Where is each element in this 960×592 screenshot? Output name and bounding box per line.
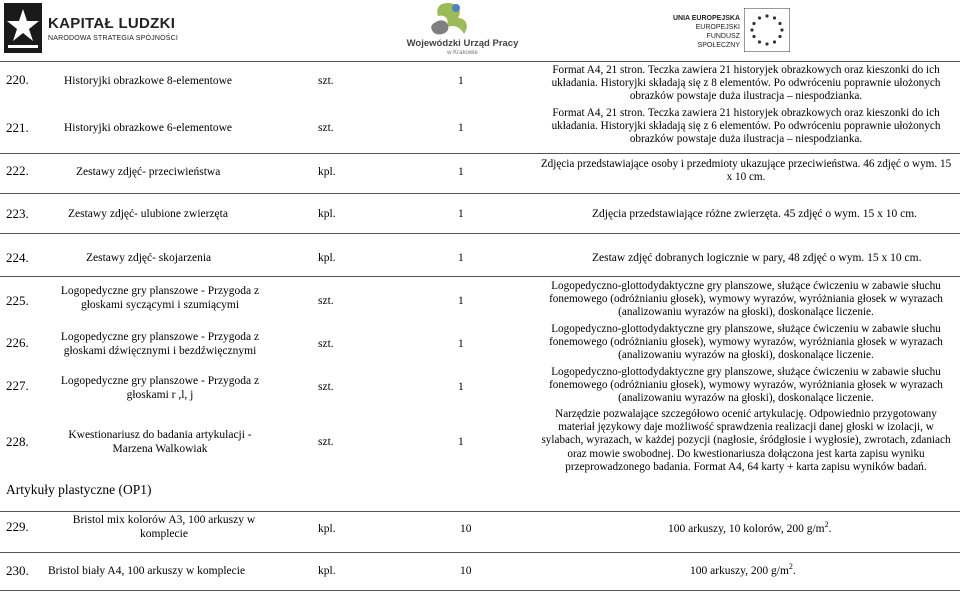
row-number: 221. (6, 120, 29, 135)
item-qty: 1 (458, 338, 464, 350)
item-name: Zestawy zdjęć- ulubione zwierzęta (68, 208, 228, 220)
item-description: Zestaw zdjęć dobranych logicznie w pary, 48 zdjęć o wym. 15 x 10 cm. (592, 252, 922, 264)
desc-line: Logopedyczno-glottodydaktyczne gry planszowe, służące ćwiczeniu w zabawie słuchu (551, 323, 941, 335)
desc-superscript: 2 (824, 520, 829, 530)
eu-logo (664, 6, 794, 56)
row-divider (0, 276, 960, 277)
desc-line: obrazków powstaje duża ilustracja – niespodzianka. (629, 90, 863, 103)
name-line: głoskami r ,l, j (126, 389, 194, 401)
desc-line: fonemowego (odróżnianiu głosek), wymowy wyrazów, wyróżniania głosek w wyrazach (549, 379, 943, 392)
item-description (534, 158, 958, 184)
desc-text: 100 arkuszy, 10 kolorów, 200 g/m (668, 523, 825, 535)
item-description (540, 323, 952, 363)
name-line: głoskami dźwięcznymi i bezdźwięcznymi (63, 345, 257, 357)
item-qty: 1 (458, 208, 464, 220)
item-name: Bristol biały A4, 100 arkuszy w komplecie (48, 565, 246, 577)
item-unit: szt. (318, 436, 334, 448)
row-number: 230. (6, 563, 29, 578)
row-number: 223. (6, 206, 29, 221)
item-qty: 1 (458, 252, 464, 264)
name-line: Marzena Walkowiak (112, 443, 208, 455)
item-description: Zdjęcia przedstawiające różne zwierzęta. 45 zdjęć o wym. 15 x 10 cm. (592, 208, 918, 220)
desc-line: Logopedyczno-glottodydaktyczne gry planszowe, służące ćwiczeniu w zabawie słuchu (551, 280, 941, 292)
item-unit: kpl. (318, 166, 336, 178)
eu-line3: FUNDUSZ SPOŁECZNY (697, 33, 740, 49)
desc-line: Logopedyczno-glottodydaktyczne gry planszowe, służące ćwiczeniu w zabawie słuchu (551, 366, 941, 378)
desc-tail: . (828, 523, 832, 535)
item-qty: 10 (460, 565, 472, 577)
desc-line: oraz mowie swobodnej. Do kwestionariusza dołączona jest karta zapisu wyniku (567, 447, 925, 460)
wup-logo (400, 0, 525, 60)
item-name (44, 513, 284, 541)
item-description (540, 366, 952, 406)
item-name: Zestawy zdjęć- przeciwieństwa (76, 166, 221, 178)
item-name: Historyjki obrazkowe 8-elementowe (64, 75, 232, 87)
eu-line2: EUROPEJSKI (695, 24, 740, 31)
desc-line: Narzędzie pozwalające szczegółowo ocenić artykulację. Odpowiednio przygotowany (555, 408, 937, 420)
item-unit: kpl. (318, 565, 336, 577)
item-description (540, 280, 952, 320)
desc-line: fonemowego (odróżnianiu głosek), wymowy wyrazów, wyróżniania głosek w wyrazach (549, 336, 943, 349)
item-description (540, 107, 952, 147)
eu-line1: UNIA EUROPEJSKA (672, 15, 740, 22)
row-divider (0, 153, 960, 154)
row-divider (0, 193, 960, 194)
desc-line: układania. Historyjki składają się z 6 elementów. Po odwróceniu poprawnie ułożonych (551, 120, 941, 133)
item-unit: kpl. (318, 523, 336, 535)
item-qty: 1 (458, 122, 464, 134)
item-description (534, 408, 958, 474)
kapital-ludzki-star-icon (4, 3, 42, 53)
desc-line: obrazków powstaje duża ilustracja – niespodzianka. (629, 133, 863, 146)
desc-line: sylabach, wyrazach, w każdej pozycji (nagłosie, śródgłosie i wygłosie), zwrotach, zdaniach (541, 434, 951, 447)
row-number: 225. (6, 293, 29, 308)
item-name (40, 428, 280, 456)
row-number: 229. (6, 519, 29, 534)
page-header (0, 0, 960, 60)
row-divider (0, 233, 960, 234)
desc-line: (analizowaniu wyrazów na głoski), doskonalące liczenie. (618, 306, 874, 319)
item-description (690, 564, 796, 578)
desc-line: fonemowego (odróżnianiu głosek), wymowy wyrazów, wyróżniania głosek w wyrazach (549, 293, 943, 306)
row-divider (0, 552, 960, 553)
item-name (40, 374, 280, 402)
item-unit: szt. (318, 381, 334, 393)
item-unit: szt. (318, 338, 334, 350)
name-line: Logopedyczne gry planszowe - Przygoda z (60, 331, 260, 343)
item-qty: 1 (458, 166, 464, 178)
desc-tail: . (792, 565, 796, 577)
row-number: 226. (6, 335, 29, 350)
item-name: Zestawy zdjęć- skojarzenia (86, 252, 212, 264)
desc-line: x 10 cm. (726, 171, 766, 184)
kl-subtitle: NARODOWA STRATEGIA SPÓJNOŚCI (48, 35, 179, 42)
row-divider (0, 511, 960, 512)
name-line: Logopedyczne gry planszowe - Przygoda z (60, 375, 260, 387)
wup-city: w Krakowie (447, 50, 478, 56)
desc-line: (analizowaniu wyrazów na głoski), doskonalące liczenie. (618, 349, 874, 362)
kl-title: KAPITAŁ LUDZKI (48, 15, 176, 32)
item-qty: 10 (460, 523, 472, 535)
item-unit: kpl. (318, 252, 336, 264)
name-line: Logopedyczne gry planszowe - Przygoda z (60, 285, 260, 297)
name-line: komplecie (140, 528, 188, 540)
item-qty: 1 (458, 436, 464, 448)
row-number: 220. (6, 72, 29, 87)
row-number: 228. (6, 434, 29, 449)
kapital-ludzki-logo (4, 3, 194, 57)
desc-line: (analizowaniu wyrazów na głoski), doskonalące liczenie. (618, 392, 874, 405)
item-qty: 1 (458, 75, 464, 87)
desc-line: Format A4, 21 stron. Teczka zawiera 21 historyjek obrazkowych oraz kieszonki do ich (552, 107, 940, 119)
section-title: Artykuły plastyczne (OP1) (6, 482, 152, 497)
row-number: 222. (6, 163, 29, 178)
desc-line: Format A4, 21 stron. Teczka zawiera 21 historyjek obrazkowych oraz kieszonki do ich (552, 64, 940, 76)
name-line: głoskami syczącymi i szumiącymi (80, 299, 240, 311)
row-number: 227. (6, 378, 29, 393)
row-divider (0, 61, 960, 62)
item-unit: szt. (318, 295, 334, 307)
desc-line: przeprowadzonego badania. Format A4, 64 karty + karta zapisu wyników badań. (565, 460, 927, 473)
name-line: Kwestionariusz do badania artykulacji - (68, 429, 252, 441)
item-unit: szt. (318, 122, 334, 134)
wup-title: Wojewódzki Urząd Pracy (406, 38, 519, 49)
item-description (668, 522, 832, 536)
eu-text (664, 14, 740, 50)
item-name (40, 330, 280, 358)
item-unit: szt. (318, 75, 334, 87)
desc-line: materiał językowy daje możliwość sprawdzenia realizacji danej głoski w izolacji, w (558, 421, 934, 434)
item-name: Historyjki obrazkowe 6-elementowe (64, 122, 232, 134)
desc-superscript: 2 (788, 562, 793, 572)
name-line: Bristol mix kolorów A3, 100 arkuszy w (72, 514, 256, 526)
desc-text: 100 arkuszy, 200 g/m (690, 565, 789, 577)
item-description (540, 64, 952, 104)
desc-line: Zdjęcia przedstawiające osoby i przedmioty ukazujące przeciwieństwa. 46 zdjęć o wym. 15 (540, 158, 952, 170)
wup-emblem-icon (420, 0, 480, 38)
item-qty: 1 (458, 295, 464, 307)
item-name (40, 284, 280, 312)
row-divider (0, 590, 960, 591)
desc-line: układania. Historyjki składają się z 8 elementów. Po odwróceniu poprawnie ułożonych (551, 77, 941, 90)
row-number: 224. (6, 250, 29, 265)
item-unit: kpl. (318, 208, 336, 220)
item-qty: 1 (458, 381, 464, 393)
eu-flag-icon (744, 8, 790, 52)
